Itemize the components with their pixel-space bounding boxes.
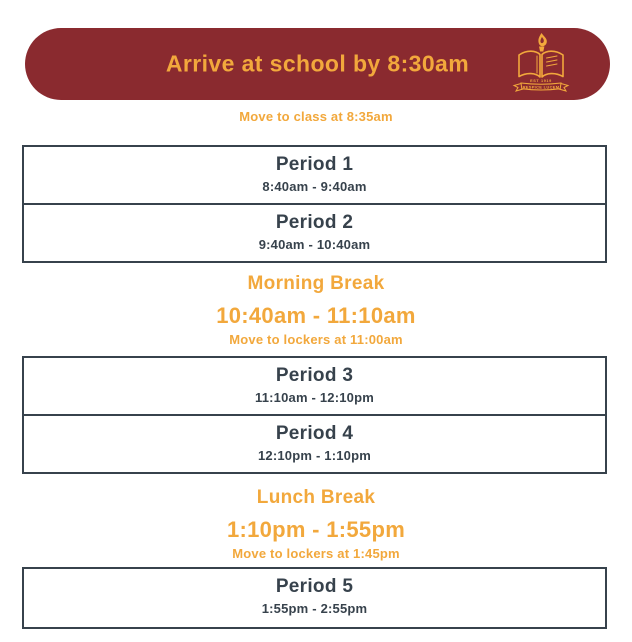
period-row-3 [24,358,605,414]
break-title: Lunch Break [256,487,376,508]
period-time: 9:40am - 10:40am [258,237,371,252]
period-group-5 [22,567,607,629]
period-time: 11:10am - 12:10pm [254,390,375,405]
school-crest-logo [508,31,574,97]
break-note: Move to lockers at 11:00am [229,332,403,347]
break-time: 1:10pm - 1:55pm [226,517,406,542]
torch-holder-icon [539,47,544,52]
period-title: Period 2 [275,212,354,233]
header-banner [25,28,610,100]
period-title: Period 5 [275,576,354,597]
period-time: 12:10pm - 1:10pm [257,448,372,463]
period-group-3-4 [22,356,607,474]
crest-est-text: EST 1919 [530,79,552,83]
period-title: Period 1 [275,154,354,175]
period-group-1-2 [22,145,607,263]
period-title: Period 3 [275,365,354,386]
crest-ribbon [514,83,568,91]
morning-break-block [0,273,632,347]
header-title: Arrive at school by 8:30am [165,50,470,77]
period-row-2 [24,203,605,261]
break-time: 10:40am - 11:10am [216,303,416,328]
period-time: 1:55pm - 2:55pm [261,601,368,616]
period-row-5 [24,569,605,627]
period-time: 8:40am - 9:40am [262,179,367,194]
transition-note-move-to-class: Move to class at 8:35am [239,109,393,124]
break-note: Move to lockers at 1:45pm [232,546,400,561]
period-row-4 [24,414,605,472]
period-title: Period 4 [275,423,354,444]
break-title: Morning Break [247,273,385,294]
lunch-break-block [0,487,632,561]
period-row-1 [24,147,605,203]
crest-motto-text: RESPICE LUCEM [522,84,560,90]
